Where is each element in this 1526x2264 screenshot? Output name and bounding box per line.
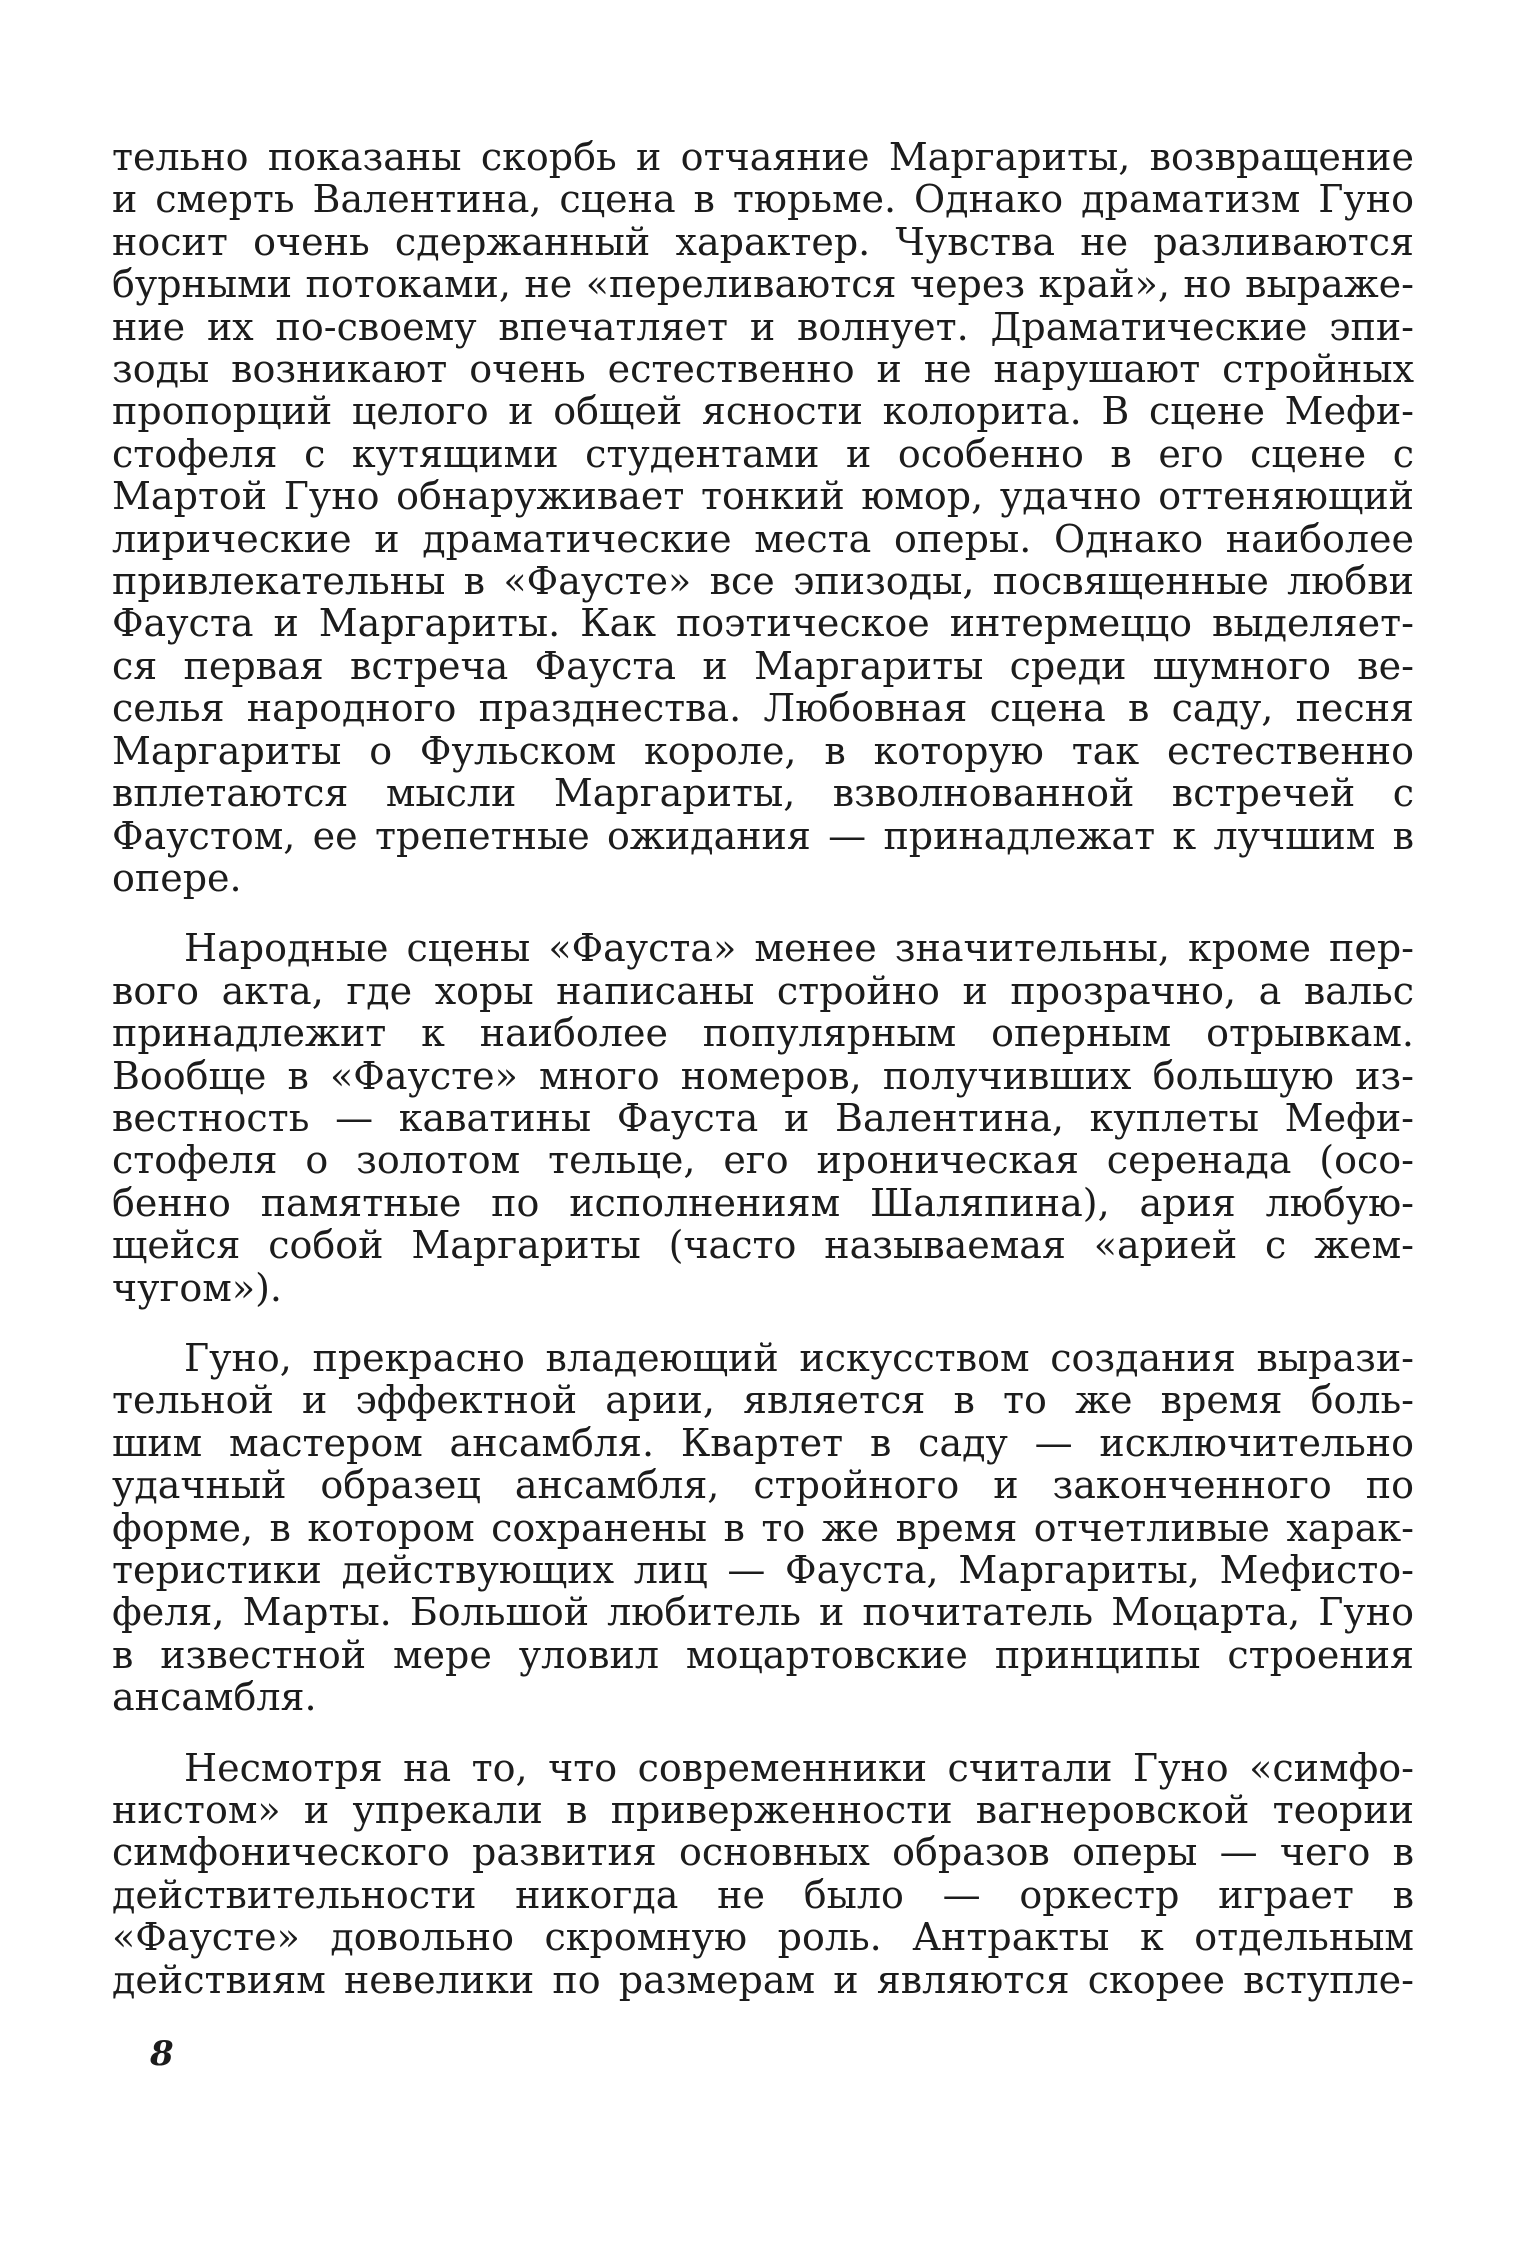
text-line: и смерть Валентина, сцена в тюрьме. Однако драматизм Гуно: [112, 177, 1414, 222]
text-line: симфонического развития основных образов оперы — чего в: [112, 1830, 1414, 1875]
text-line: в известной мере уловил моцартовские принципы строения: [112, 1632, 1414, 1677]
text-line: удачный образец ансамбля, стройного и законченного по: [112, 1463, 1414, 1508]
text-line: зоды возникают очень естественно и не нарушают стройных: [112, 347, 1414, 392]
text-line: опере.: [112, 855, 242, 900]
text-line: Мартой Гуно обнаруживает тонкий юмор, удачно оттеняющий: [112, 474, 1414, 519]
text-line: «Фаусте» довольно скромную роль. Антракты к отдельным: [112, 1915, 1414, 1960]
text-line: ся первая встреча Фауста и Маргариты среди шумного ве-: [112, 643, 1414, 688]
text-line: шим мастером ансамбля. Квартет в саду — исключительно: [112, 1420, 1414, 1465]
text-line: феля, Марты. Большой любитель и почитатель Моцарта, Гуно: [112, 1590, 1414, 1635]
text-line: форме, в котором сохранены в то же время отчетливые харак-: [112, 1505, 1414, 1550]
text-line: пропорций целого и общей ясности колорита. В сцене Мефи-: [112, 389, 1414, 434]
text-line: тельной и эффектной арии, является в то же время боль-: [112, 1378, 1414, 1423]
paragraph-1: [112, 136, 1414, 899]
text-line: теристики действующих лиц — Фауста, Маргариты, Мефисто-: [112, 1548, 1414, 1592]
text-line: привлекательны в «Фаусте» все эпизоды, посвященные любви: [112, 559, 1414, 604]
paragraph-gap: [112, 1719, 1414, 1747]
text-line: нистом» и упрекали в приверженности вагнеровской теории: [112, 1788, 1414, 1833]
text-line: Несмотря на то, что современники считали Гуно «симфо-: [184, 1745, 1414, 1790]
text-line: Народные сцены «Фауста» менее значительны, кроме пер-: [184, 926, 1414, 971]
paragraph-gap: [112, 1309, 1414, 1337]
text-line: Фаустом, ее трепетные ожидания — принадлежат к лучшим в: [112, 813, 1414, 858]
text-line: действительности никогда не было — оркестр играет в: [112, 1872, 1414, 1917]
text-line: вплетаются мысли Маргариты, взволнованной встречей с: [112, 771, 1414, 816]
text-line: вестность — каватины Фауста и Валентина, куплеты Мефи-: [112, 1095, 1414, 1140]
text-line: стофеля с кутящими студентами и особенно в его сцене с: [112, 431, 1414, 476]
text-line: Гуно, прекрасно владеющий искусством создания вырази-: [184, 1335, 1414, 1380]
text-line: вого акта, где хоры написаны стройно и прозрачно, а вальс: [112, 968, 1414, 1013]
text-line: Вообще в «Фаусте» много номеров, получивших большую из-: [112, 1053, 1414, 1098]
text-line: стофеля о золотом тельце, его ироническая серенада (осо-: [112, 1138, 1414, 1183]
paragraph-4: [112, 1747, 1414, 2001]
text-line: селья народного празднества. Любовная сцена в саду, песня: [112, 686, 1414, 731]
text-line: бенно памятные по исполнениям Шаляпина), ария любую-: [112, 1180, 1414, 1225]
text-line: ние их по-своему впечатляет и волнует. Драматические эпи-: [112, 304, 1414, 349]
text-line: бурными потоками, не «переливаются через край», но выраже-: [112, 262, 1414, 307]
text-line: щейся собой Маргариты (часто называемая «арией с жем-: [112, 1223, 1414, 1268]
paragraph-3: [112, 1337, 1414, 1719]
paragraph-gap: [112, 899, 1414, 927]
text-line: чугом»).: [112, 1265, 282, 1310]
text-body: [112, 136, 1414, 2001]
text-line: лирические и драматические места оперы. Однако наиболее: [112, 516, 1414, 561]
text-line: действиям невелики по размерам и являются скорее вступле-: [112, 1957, 1414, 2002]
text-line: Маргариты о Фульском короле, в которую так естественно: [112, 728, 1414, 773]
text-line: принадлежит к наиболее популярным оперным отрывкам.: [112, 1011, 1414, 1056]
text-line: носит очень сдержанный характер. Чувства не разливаются: [112, 219, 1414, 264]
page-number: 8: [150, 2034, 174, 2074]
text-line: ансамбля.: [112, 1675, 317, 1720]
text-line: тельно показаны скорбь и отчаяние Маргариты, возвращение: [112, 135, 1414, 179]
paragraph-2: [112, 927, 1414, 1309]
text-line: Фауста и Маргариты. Как поэтическое интермеццо выделяет-: [112, 601, 1414, 646]
